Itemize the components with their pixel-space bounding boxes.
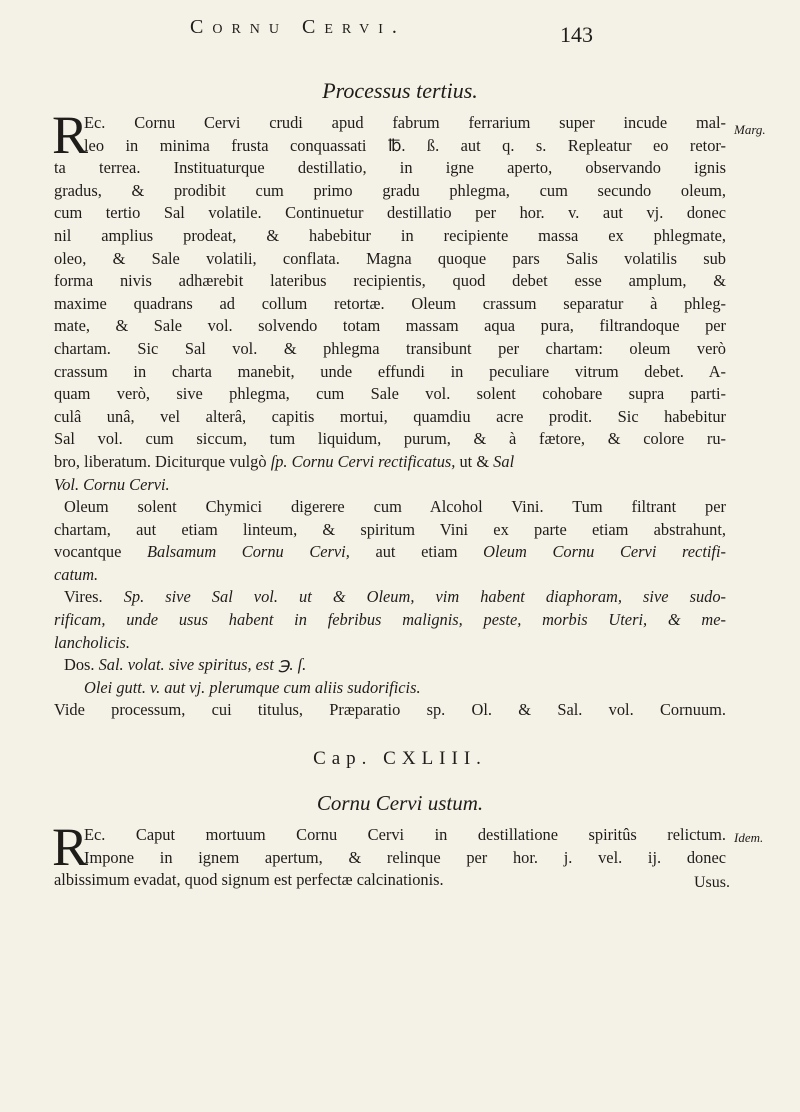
text-span: Dos. [64, 655, 95, 675]
paragraph-1 [54, 112, 726, 722]
text-line: Vol. Cornu Cervi. [54, 474, 170, 494]
text-line [54, 586, 726, 609]
text-line: Vide processum, cui titulus, Præparatio sp. Ol. & Sal. vol. Cornuum. [54, 700, 726, 720]
text-line: culâ unâ, vel alterâ, capitis mortui, quamdiu acre prodit. Sic habebitur [54, 406, 726, 426]
catchword: Usus. [694, 874, 731, 891]
paragraph-5 [54, 824, 726, 892]
text-line [54, 654, 726, 677]
chapter-heading: Cap. CXLIII. [313, 748, 487, 769]
page-number: 143 [560, 22, 593, 47]
text-line: Ec. Caput mortuum Cornu Cervi in destillatione spiritûs relictum. [84, 825, 726, 844]
drop-cap: R [52, 105, 89, 165]
text-line: chartam, aut etiam linteum, & spiritum Vini ex parte etiam abstrahunt, [54, 519, 726, 539]
section-title: Processus tertius. [322, 78, 478, 103]
margin-note: Marg. [734, 122, 766, 137]
running-head: Cornu Cervi. [190, 16, 406, 38]
text-line: Impone in ignem apertum, & relinque per hor. j. vel. ij. donec [84, 847, 726, 867]
drop-cap: R [52, 817, 89, 877]
margin-note: Idem. [734, 830, 764, 845]
text-line: quam verò, sive phlegma, cum Sale vol. solent cohobare supra parti- [54, 384, 726, 404]
text-line: catum. [54, 564, 99, 584]
text-line: leo in minima frusta conquassati ℔. ß. aut q. s. Repleatur eo retor- [84, 135, 726, 155]
text-line: ta terrea. Instituaturque destillatio, in igne aperto, observando ignis [54, 158, 726, 178]
text-line: maxime quadrans ad collum retortæ. Oleum crassum separatur à phleg- [54, 293, 726, 313]
text-line: mate, & Sale vol. solvendo totam massam aqua pura, filtrandoque per [54, 316, 726, 336]
text-span-italic: Balsamum Cornu Cervi, [146, 542, 350, 562]
text-line: chartam. Sic Sal vol. & phlegma transibunt per chartam: oleum verò [54, 338, 726, 358]
text-line: lancholicis. [54, 632, 131, 652]
text-line: crassum in charta manebit, unde effundi in peculiare vitrum debet. A- [54, 361, 726, 381]
text-line: Olei gutt. v. aut vj. plerumque cum aliis sudorificis. [84, 677, 421, 697]
text-line: rificam, unde usus habent in febribus malignis, peste, morbis Uteri, & me- [54, 610, 726, 630]
text-span: aut etiam [349, 542, 484, 562]
text-line [54, 541, 726, 564]
text-line: oleo, & Sale volatili, conflata. Magna quoque pars Salis volatilis sub [54, 248, 726, 268]
text-span: ut & [455, 451, 490, 471]
text-span-italic: Sal [489, 451, 515, 471]
text-line [54, 451, 726, 474]
text-span-italic: Oleum Cornu Cervi rectifi- [483, 542, 726, 562]
text-span: Vires. [64, 587, 103, 607]
text-line: albissimum evadat, quod signum est perfectæ calcinationis. [54, 870, 444, 890]
text-span: vocantque [54, 542, 122, 562]
chapter-subtitle: Cornu Cervi ustum. [316, 791, 484, 815]
text-line: Ec. Cornu Cervi crudi apud fabrum ferrarium super incude mal- [84, 113, 726, 132]
text-line: nil amplius prodeat, & habebitur in recipiente massa ex phlegmate, [54, 225, 726, 245]
text-span-italic: Sal. volat. sive spiritus, est ℈. ſ. [94, 655, 307, 675]
text-line: Oleum solent Chymici digerere cum Alcohol Vini. Tum filtrant per [64, 497, 726, 517]
text-span-italic: ſp. Cornu Cervi rectificatus, [270, 451, 456, 471]
text-span-italic: Sp. sive Sal vol. ut & Oleum, vim habent diaphoram, sive sudo- [102, 587, 726, 607]
text-span: bro, liberatum. Diciturque vulgò [54, 451, 267, 471]
text-line: cum tertio Sal volatile. Continuetur destillatio per hor. v. aut vj. donec [54, 203, 726, 223]
text-line: Sal vol. cum siccum, tum liquidum, purum, & à fætore, & colore ru- [54, 429, 726, 449]
text-line: gradus, & prodibit cum primo gradu phlegma, cum secundo oleum, [54, 180, 726, 200]
text-line: forma nivis adhærebit lateribus recipientis, quod debet esse amplum, & [54, 271, 726, 291]
